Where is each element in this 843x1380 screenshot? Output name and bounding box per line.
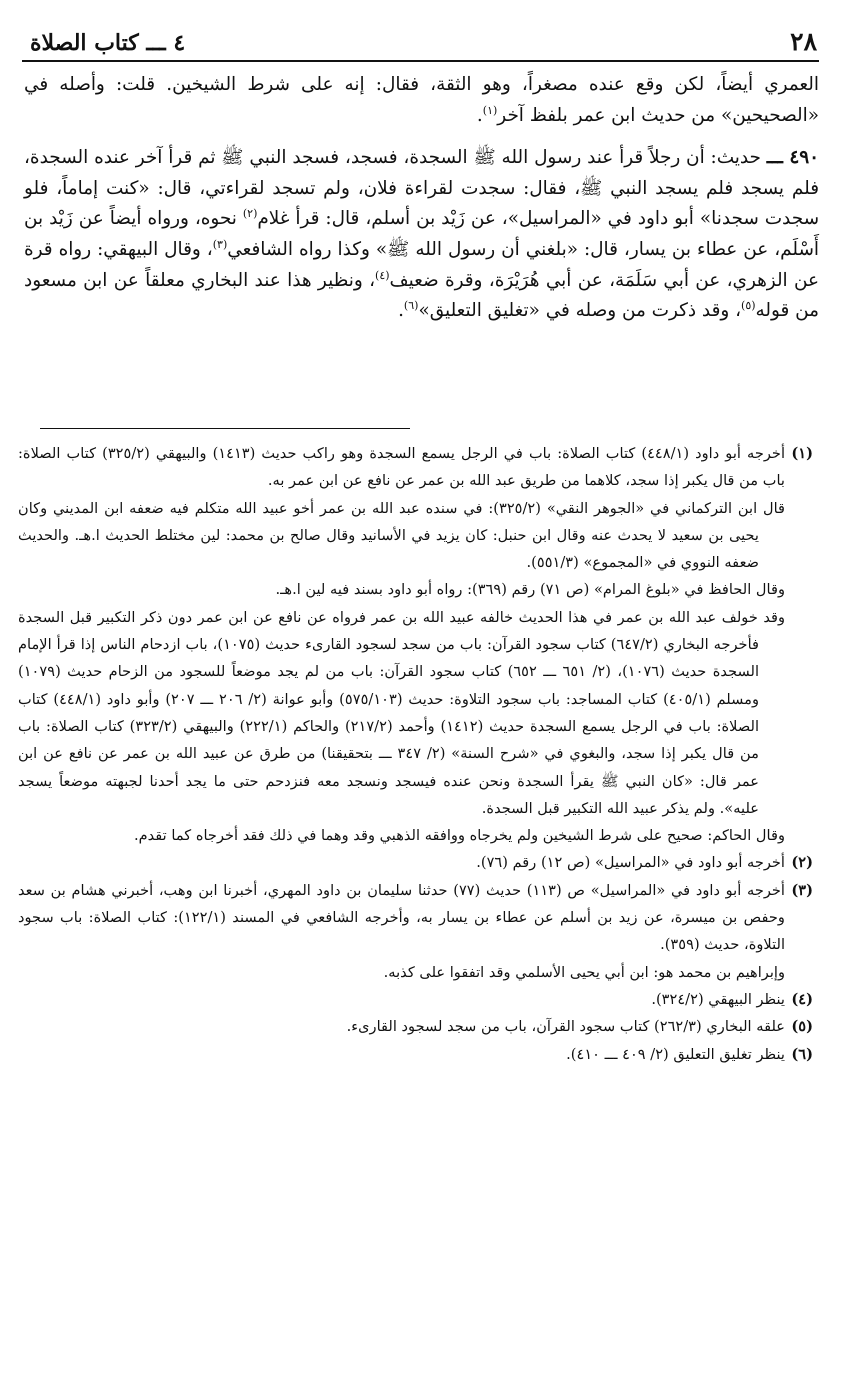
page-number: ٢٨ — [790, 27, 817, 56]
hadith-text: حديث: أن رجلاً قرأ عند رسول الله ﷺ السجدة، فسجد، فسجد النبي ﷺ ثم قرأ آخر عنده السجدة، فلم يسجد فلم يسجد النبي ﷺ، فقال: سجدت لقراءة فلان، ولم تسجد لقراءتي، قال: «كنت إماماً، فلو سجدت سجدنا» أبو داود في «المراسيل»، عن زَيْد بن أسلم، قال: قرأ غلام — [24, 147, 819, 230]
hadith-number: ٤٩٠ ـــ — [766, 147, 819, 169]
paragraph-end: . — [398, 300, 404, 322]
footnote-ref[interactable]: (٤) — [375, 268, 390, 282]
footnote-ref[interactable]: (٦) — [403, 299, 419, 313]
footnote-text: وقال الحافظ في «بلوغ المرام» (ص ٧١) رقم (٣٦٩): رواه أبو داود بسند فيه لين ا.هـ. — [275, 581, 785, 599]
footnote-number: (٢) — [791, 854, 813, 872]
running-title: ٤ ـــ كتاب الصلاة — [30, 30, 186, 56]
footnote-text: ينظر تغليق التعليق (٢/ ٤٠٩ ـــ ٤١٠). — [566, 1045, 785, 1063]
hadith-paragraph — [24, 143, 819, 327]
footnote-ref[interactable]: (١) — [482, 103, 498, 117]
footnote-text: أخرجه أبو داود في «المراسيل» ص (١١٣) حديث (٧٧) حدثنا سليمان بن داود المهري، أخبرنا ابن وهب، أخبرني هشام بن سعد وحفص بن ميسرة، عن زيد بن أسلم عن عطاء بن يسار به، وأخرجه الشافعي في المسند (١٢٢/١): كتاب الصلاة: باب سجود التلاوة، حديث (٣٥٩). — [18, 881, 785, 954]
footnote-separator — [40, 428, 410, 429]
footnote-number: (١) — [791, 445, 813, 462]
hadith-text: ، وقال البيهقي: رواه قرة عن الزهري، عن أبي سَلَمَة، عن أبي هُرَيْرَة، وقرة ضعيف — [24, 238, 819, 291]
footnote-number: (٦) — [791, 1045, 813, 1063]
footnote-text: وإبراهيم بن محمد هو: ابن أبي يحيى الأسلمي وقد اتفقوا على كذبه. — [383, 963, 785, 981]
footnote-1 — [18, 440, 813, 849]
footnote-6 — [18, 1041, 813, 1068]
footnote-body — [18, 1013, 785, 1040]
footnote-ref[interactable]: (٢) — [242, 207, 258, 221]
footnote-text: علقه البخاري (٢٦٢/٣) كتاب سجود القرآن، باب من سجد لسجود القارىء. — [346, 1018, 785, 1036]
footnote-text: ينظر البيهقي (٣٢٤/٢). — [651, 990, 785, 1008]
footnote-number: (٥) — [791, 1018, 813, 1036]
footnote-text: وقد خولف عبد الله بن عمر في هذا الحديث خالفه عبيد الله بن عمر فرواه عن نافع عن ابن عمر دون ذكر التكبير قبل السجدة فأخرجه البخاري (٦٤٧/٢) كتاب سجود القرآن: باب من سجد لسجود القارىء حديث (١٠٧٥)، باب ازدحام الناس إذا قرأ الإمام السجدة حديث (١٠٧٦)، (٢/ ٦٥١ ـــ ٦٥٢) كتاب سجود القرآن: باب من لم يجد موضعاً للسجود من الزحام حديث (١٠٧٩) ومسلم (٤٠٥/١) كتاب المساجد: باب سجود التلاوة: حديث (٥٧٥/١٠٣) وأبو عوانة (٢/ ٢٠٦ ـــ ٢٠٧) وأبو داود (٤٤٨/١) كتاب الصلاة: باب في الرجل يسمع السجدة حديث (١٤١٢) وأحمد (٢١٧/٢) والحاكم (٢٢٢/١) والبيهقي (٣٢٣/٢) كتاب الصلاة: باب من قال يكبر إذا سجد، والبغوي في «شرح السنة» (٢/ ٣٤٧ ـــ بتحقيقنا) من طرق عن عبيد الله بن عمر عن نافع عن ابن عمر قال: «كان النبي ﷺ يقرأ السجدة ونحن عنده فيسجد ونسجد معه فنزدحم حتى ما يجد أحدنا لجبهته موضعاً يسجد عليه». ولم يذكر عبيد الله التكبير قبل السجدة. — [18, 608, 785, 817]
header-rule — [22, 60, 819, 62]
footnote-number: (٤) — [791, 990, 813, 1008]
footnotes — [18, 440, 813, 1068]
paragraph-end: . — [476, 104, 483, 126]
footnote-3 — [18, 877, 813, 986]
footnote-body — [18, 877, 785, 986]
footnote-text: قال ابن التركماني في «الجوهر النقي» (٣٢٥/٢): في سنده عبد الله بن عمر أخو عبيد الله متكلم فيه ضعفه ابن المديني وكان يحيى بن سعيد لا يحدث عنه وقال ابن حنبل: كان يزيد في الأسانيد وقال صالح بن محمد: لين مختلط الحديث ا.هـ. والحديث ضعفه النووي في «المجموع» (٥٥١/٣). — [18, 499, 786, 572]
footnote-body — [18, 849, 785, 876]
footnote-text: أخرجه أبو داود في «المراسيل» (ص ١٢) رقم (٧٦). — [476, 854, 785, 872]
footnote-body — [18, 1041, 785, 1068]
footnote-body — [18, 440, 785, 849]
footnote-text: أخرجه أبو داود (٤٤٨/١) كتاب الصلاة: باب في الرجل يسمع السجدة وهو راكب حديث (١٤١٣) والبيهقي (٣٢٥/٢) كتاب الصلاة: باب من قال يكبر إذا سجد، كلاهما من طريق عبد الله بن عمر عن نافع عن ابن عمر به. — [18, 445, 786, 490]
main-text — [24, 70, 819, 327]
page-header — [22, 26, 819, 60]
hadith-text: ، وقد ذكرت من وصله في «تغليق التعليق» — [418, 300, 742, 322]
footnote-4 — [18, 986, 813, 1013]
paragraph-text: العمري أيضاً، لكن وقع عنده مصغراً، وهو الثقة، فقال: إنه على شرط الشيخين. قلت: وأصله في «الصحيحين» من حديث ابن عمر بلفظ آخر — [24, 74, 819, 126]
hadith-text: نحوه، ورواه أيضاً عن زَيْد بن أَسْلَم، عن عطاء بن يسار، قال: «بلغني أن رسول الله ﷺ» وكذا رواه الشافعي — [24, 208, 819, 260]
footnote-ref[interactable]: (٥) — [741, 299, 756, 313]
main-paragraph — [24, 70, 819, 131]
footnote-body — [18, 986, 785, 1013]
footnote-number: (٣) — [791, 881, 813, 899]
footnote-text: وقال الحاكم: صحيح على شرط الشيخين ولم يخرجاه ووافقه الذهبي وقد وهما في ذلك فقد أخرجاه كما تقدم. — [133, 827, 785, 845]
footnote-5 — [18, 1013, 813, 1040]
footnote-ref[interactable]: (٣) — [212, 237, 228, 251]
hadith-text: ، ونظير هذا عند البخاري معلقاً عن ابن مسعود من قوله — [24, 269, 819, 322]
footnote-2 — [18, 849, 813, 876]
